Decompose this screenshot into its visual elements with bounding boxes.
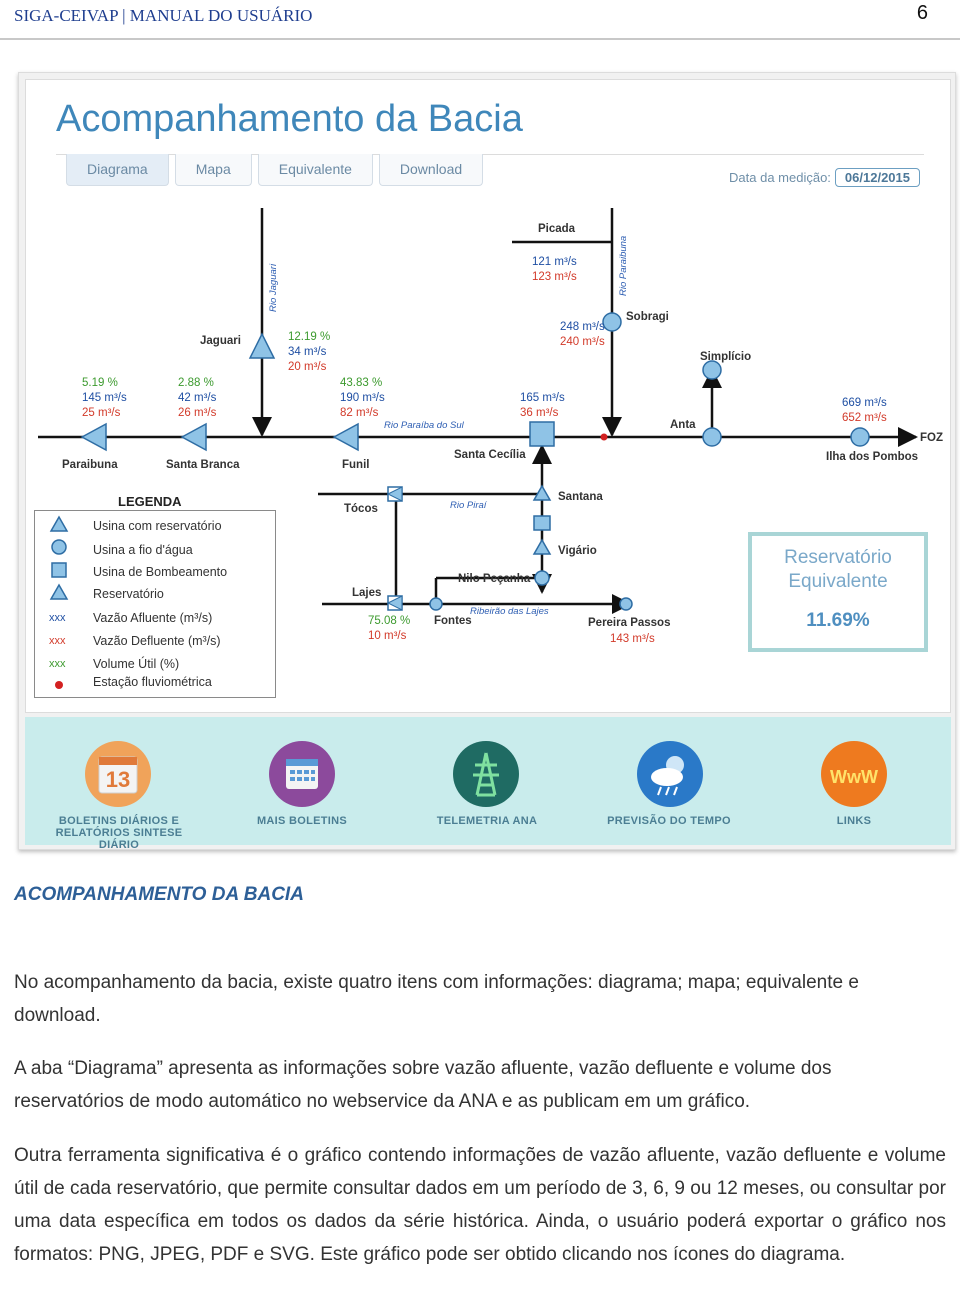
legend-item: Usina de Bombeamento <box>93 565 228 579</box>
triangle-icon <box>51 517 67 531</box>
station-funil: Funil <box>342 459 370 471</box>
weather-graphic <box>637 741 703 807</box>
station-fontes: Fontes <box>434 615 472 627</box>
page-number: 6 <box>916 2 928 24</box>
sobragi-plant-icon <box>603 313 621 331</box>
station-jaguari: Jaguari <box>200 335 241 347</box>
equivalent-title-line2: Equivalente <box>788 571 888 592</box>
station-paraibuna: Paraibuna <box>62 459 118 471</box>
document-title: SIGA-CEIVAP | MANUAL DO USUÁRIO <box>14 6 313 25</box>
station-marker <box>601 434 608 441</box>
calendar-grid-icon[interactable] <box>269 741 335 807</box>
legend-code-volume: xxx <box>49 658 66 670</box>
paragraph-2: A aba “Diagrama” apresenta as informações sobre vazão afluente, vazão defluente e volume dos reservatórios de modo automático no webservice da ANA e as publicam em um gráfico. <box>14 1058 832 1112</box>
station-nilo-pecanha: Nilo Peçanha <box>458 573 531 585</box>
lajes-defluente: 10 m³/s <box>368 630 407 642</box>
santa-cecilia-afluente: 165 m³/s <box>520 392 565 404</box>
paraibuna-reservoir-icon <box>82 424 106 450</box>
red-dot-icon <box>55 681 63 689</box>
legend-item: Usina a fio d'água <box>93 543 193 557</box>
paragraph-1: No acompanhamento da bacia, existe quatro itens com informações: diagrama; mapa; equivalente e download. <box>14 972 859 1026</box>
link-boletins-diarios[interactable] <box>37 815 201 851</box>
tab-equivalente[interactable]: Equivalente <box>258 154 373 186</box>
jaguari-afluente: 34 m³/s <box>288 346 327 358</box>
calendar-graphic <box>85 741 151 807</box>
santa-branca-afluente: 42 m³/s <box>178 392 217 404</box>
legend-item: Vazão Afluente (m³/s) <box>93 611 213 625</box>
paraibuna-afluente: 145 m³/s <box>82 392 127 404</box>
paragraph-3: Outra ferramenta significativa é o gráfico contendo informações de vazão afluente, vazão defluente e volume útil de cada reservatório, que permite consultar dados em um período de 3, 6, 9 ou 12 meses, ou consultar por uma data específica em todos os dados da série histórica. Ainda, o usuário poderá exportar o gráfico nos formatos: PNG, JPEG, PDF e SVG. Este gráfico pode ser obtido clicando nos ícones do diagrama. <box>14 1145 946 1265</box>
circle-icon <box>52 540 66 554</box>
legend-title: LEGENDA <box>118 494 182 509</box>
calendar-grid-graphic <box>269 741 335 807</box>
date-field[interactable]: 06/12/2015 <box>835 168 920 187</box>
equivalent-value: 11.69% <box>806 610 870 631</box>
station-simplicio: Simplício <box>700 351 752 363</box>
link-previsao[interactable]: PREVISÃO DO TEMPO <box>607 815 731 827</box>
legend-item: Volume Útil (%) <box>93 657 180 671</box>
measure-label: Data da medição: <box>729 170 831 185</box>
app-screenshot <box>18 72 956 850</box>
river-jaguari: Rio Jaguari <box>268 263 279 312</box>
river-paraibuna: Rio Paraibuna <box>618 235 629 296</box>
tab-mapa[interactable]: Mapa <box>175 154 252 186</box>
basin-panel <box>25 79 951 713</box>
jaguari-defluente: 20 m³/s <box>288 361 327 373</box>
www-badge: WwW <box>830 767 878 787</box>
www-graphic <box>821 741 887 807</box>
calendar-badge: 13 <box>105 767 131 792</box>
paraibuna-defluente: 25 m³/s <box>82 407 121 419</box>
santa-branca-reservoir-icon <box>182 424 206 450</box>
tower-graphic <box>453 741 519 807</box>
sobragi-defluente: 240 m³/s <box>560 336 605 348</box>
ilha-pombos-afluente: 669 m³/s <box>842 397 887 409</box>
station-anta: Anta <box>670 419 696 431</box>
pereira-passos-defluente: 143 m³/s <box>610 633 655 645</box>
vigario-reservoir-icon <box>534 540 550 554</box>
legend-item: Usina com reservatório <box>93 519 222 533</box>
santa-branca-defluente: 26 m³/s <box>178 407 217 419</box>
station-pereira-passos: Pereira Passos <box>588 617 671 629</box>
station-santa-cecilia: Santa Cecília <box>454 449 526 461</box>
legend-item: Estação fluviométrica <box>93 675 212 689</box>
tab-download[interactable]: Download <box>379 154 483 186</box>
funil-afluente: 190 m³/s <box>340 392 385 404</box>
santa-branca-volume: 2.88 % <box>178 377 214 389</box>
lajes-volume: 75.08 % <box>368 615 411 627</box>
fontes-plant-icon <box>430 598 442 610</box>
link-label-line2: RELATÓRIOS SINTESE DIÁRIO <box>55 827 183 851</box>
link-telemetria[interactable]: TELEMETRIA ANA <box>436 815 538 827</box>
river-paraiba-sul: Rio Paraíba do Sul <box>384 420 464 431</box>
document-header <box>0 0 960 40</box>
tower-icon[interactable] <box>453 741 519 807</box>
santa-cecilia-pump-icon <box>530 422 554 446</box>
calendar-icon[interactable] <box>85 741 151 807</box>
station-ilha-pombos: Ilha dos Pombos <box>826 451 919 463</box>
pereira-passos-plant-icon <box>620 598 632 610</box>
station-vigario: Vigário <box>558 545 597 557</box>
legend-box <box>34 510 276 698</box>
station-lajes: Lajes <box>352 587 382 599</box>
sobragi-afluente: 248 m³/s <box>560 321 605 333</box>
ilha-pombos-defluente: 652 m³/s <box>842 412 887 424</box>
weather-icon[interactable] <box>637 741 703 807</box>
www-icon[interactable] <box>821 741 887 807</box>
footer-links <box>25 717 951 851</box>
santana-pump-icon <box>534 516 550 530</box>
equivalent-title-line1: Reservatório <box>784 547 892 568</box>
river-pirai: Rio Piraí <box>450 500 487 511</box>
station-tocos: Tócos <box>344 503 378 515</box>
funil-reservoir-icon <box>334 424 358 450</box>
station-picada: Picada <box>538 223 576 235</box>
section-title: ACOMPANHAMENTO DA BACIA <box>14 884 304 905</box>
legend-item: Reservatório <box>93 587 164 601</box>
jaguari-volume: 12.19 % <box>288 331 331 343</box>
santa-cecilia-defluente: 36 m³/s <box>520 407 559 419</box>
link-label-line1: BOLETINS DIÁRIOS E <box>58 815 180 827</box>
link-mais-boletins[interactable]: MAIS BOLETINS <box>256 815 348 827</box>
link-links[interactable]: LINKS <box>836 815 872 827</box>
anta-plant-icon <box>703 428 721 446</box>
funil-defluente: 82 m³/s <box>340 407 379 419</box>
legend-code-defluente: xxx <box>49 635 66 647</box>
simplicio-plant-icon <box>703 361 721 379</box>
picada-defluente: 123 m³/s <box>532 271 577 283</box>
nilo-pecanha-plant-icon <box>535 571 549 585</box>
station-sobragi: Sobragi <box>626 311 669 323</box>
equivalent-reservoir-box[interactable] <box>748 532 928 652</box>
picada-afluente: 121 m³/s <box>532 256 577 268</box>
river-lajes: Ribeirão das Lajes <box>470 606 549 617</box>
tab-diagrama[interactable]: Diagrama <box>66 154 169 186</box>
legend-item: Vazão Defluente (m³/s) <box>93 634 221 648</box>
reservoir-icon <box>51 585 67 599</box>
square-icon <box>52 563 66 577</box>
jaguari-reservoir-icon <box>250 334 274 358</box>
station-santa-branca: Santa Branca <box>166 459 240 471</box>
page-title: Acompanhamento da Bacia <box>56 98 523 140</box>
ilha-pombos-plant-icon <box>851 428 869 446</box>
station-foz: FOZ <box>920 432 943 444</box>
paraibuna-volume: 5.19 % <box>82 377 118 389</box>
legend-code-afluente: xxx <box>49 612 66 624</box>
funil-volume: 43.83 % <box>340 377 383 389</box>
station-santana: Santana <box>558 491 603 503</box>
